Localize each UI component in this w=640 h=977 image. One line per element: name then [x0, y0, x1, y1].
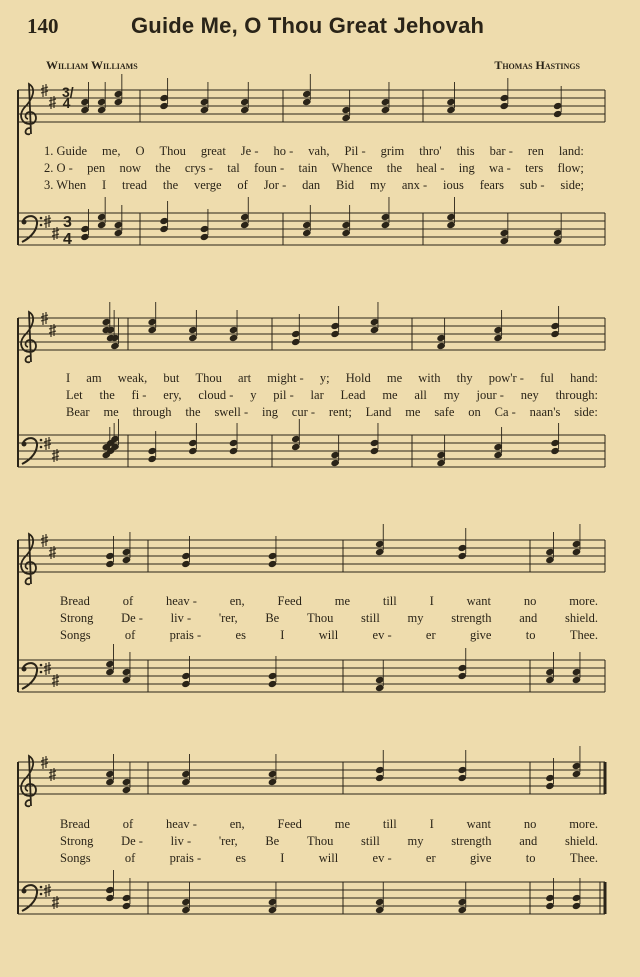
lyric-syllable: strength [451, 834, 492, 848]
lyric-syllable: me [103, 405, 119, 419]
lyric-syllable: ney [520, 388, 539, 402]
lyric-syllable: me [405, 405, 421, 419]
lyric-syllable: me [382, 388, 398, 402]
bass-clef-icon [22, 889, 27, 894]
lyric-syllable: 1. Guide [44, 144, 88, 158]
lyric-line-verse-3 [66, 405, 598, 419]
lyric-syllable: De - [121, 834, 143, 848]
lyric-syllable: foun - [254, 161, 285, 175]
sharp-icon [44, 662, 51, 675]
lyric-syllable: Songs [60, 628, 91, 642]
lyric-syllable: De - [121, 611, 143, 625]
lyric-syllable: I [280, 628, 285, 642]
lyric-syllable: through [132, 405, 172, 419]
lyric-syllable: to [525, 851, 536, 865]
bass-clef-icon [22, 220, 27, 225]
lyric-syllable: ious [443, 178, 464, 192]
lyric-syllable: Jor - [263, 178, 287, 192]
lyric-syllable: Bread [60, 817, 90, 831]
lyric-syllable: of [124, 851, 136, 865]
lyric-syllable: fi - [131, 388, 147, 402]
lyric-syllable: my [407, 834, 424, 848]
lyric-syllable: Be [265, 611, 280, 625]
lyric-syllable: Thee. [569, 851, 598, 865]
lyric-syllable: Thou [306, 834, 334, 848]
bass-clef-icon [40, 446, 43, 449]
lyric-syllable: land: [558, 144, 584, 158]
lyric-syllable: pil - [273, 388, 294, 402]
words-credit: William Williams [46, 58, 138, 72]
lyric-syllable: 3. When [44, 178, 87, 192]
lyric-syllable: art [237, 371, 252, 385]
lyric-syllable: give [469, 628, 492, 642]
time-signature-bottom: 4 [63, 231, 72, 248]
lyric-syllable: my [443, 388, 460, 402]
lyric-syllable: Thou [306, 611, 334, 625]
lyric-syllable: Bid [336, 178, 355, 192]
lyric-syllable: side: [574, 405, 598, 419]
lyric-line-verse-3 [60, 628, 598, 642]
lyric-syllable: ren [527, 144, 544, 158]
lyric-syllable: thy [456, 371, 473, 385]
lyric-syllable: and [519, 611, 538, 625]
lyric-syllable: fears [479, 178, 505, 192]
lyric-syllable: tread [122, 178, 147, 192]
lyric-syllable: en, [229, 817, 245, 831]
lyric-syllable: me, [102, 144, 121, 158]
lyric-syllable: liv - [170, 611, 192, 625]
lyric-syllable: ters [525, 161, 544, 175]
lyric-syllable: side; [560, 178, 584, 192]
lyric-syllable: the [185, 405, 201, 419]
lyric-syllable: now [119, 161, 141, 175]
lyric-syllable: en, [229, 594, 245, 608]
lyric-syllable: Bread [60, 594, 90, 608]
lyric-syllable: wa - [488, 161, 511, 175]
lyric-line-verse-2 [66, 388, 598, 402]
lyric-syllable: heal - [416, 161, 445, 175]
treble-clef-icon [21, 84, 36, 134]
lyric-syllable: great [200, 144, 226, 158]
lyric-syllable: this [456, 144, 475, 158]
lyric-syllable: vah, [308, 144, 330, 158]
lyric-syllable: er [425, 628, 436, 642]
lyric-syllable: Bear [66, 405, 90, 419]
lyric-syllable: still [361, 611, 380, 625]
lyric-syllable: strength [451, 611, 492, 625]
bass-clef-icon [40, 664, 43, 667]
lyric-syllable: no [523, 594, 537, 608]
lyric-syllable: thro' [419, 144, 442, 158]
lyric-syllable: the [99, 388, 115, 402]
lyric-syllable: I [101, 178, 107, 192]
lyric-syllable: me [386, 371, 403, 385]
lyric-line-verse-1 [60, 594, 598, 608]
lyric-syllable: crys - [184, 161, 213, 175]
bass-clef-icon [40, 886, 43, 889]
bass-clef-icon [22, 442, 27, 447]
lyric-syllable: ho - [273, 144, 294, 158]
lyric-syllable: er [425, 851, 436, 865]
lyric-syllable: ev - [372, 628, 392, 642]
lyric-syllable: the [162, 178, 179, 192]
lyric-syllable: my [407, 611, 424, 625]
lyric-syllable: jour - [476, 388, 504, 402]
lyric-syllable: Je - [240, 144, 259, 158]
lyric-syllable: Land [365, 405, 392, 419]
lyric-syllable: dan [302, 178, 321, 192]
treble-clef-icon [21, 312, 36, 362]
lyric-syllable: of [124, 628, 136, 642]
bass-clef-icon [40, 224, 43, 227]
lyric-syllable: till [382, 817, 397, 831]
lyric-syllable: no [523, 817, 537, 831]
treble-clef-icon [21, 756, 36, 806]
lyric-line-verse-1 [66, 371, 598, 385]
lyric-syllable: am [86, 371, 102, 385]
lyric-syllable: hand: [570, 371, 598, 385]
lyric-syllable: still [361, 834, 380, 848]
lyric-line-verse-3 [44, 178, 584, 192]
lyric-syllable: Songs [60, 851, 91, 865]
lyric-syllable: Feed [277, 594, 302, 608]
lyric-syllable: ing [261, 405, 278, 419]
lyric-line-verse-3 [60, 851, 598, 865]
lyric-line-verse-2 [60, 611, 598, 625]
lyric-syllable: through: [555, 388, 598, 402]
treble-clef-icon [21, 534, 36, 584]
hymn-title: Guide Me, O Thou Great Jehovah [131, 13, 485, 38]
sharp-icon [44, 884, 51, 897]
lyric-syllable: more. [569, 817, 598, 831]
sharp-icon [44, 437, 51, 450]
lyric-syllable: me [334, 817, 350, 831]
lyric-syllable: Thou [195, 371, 222, 385]
lyric-syllable: Feed [277, 817, 302, 831]
lyric-syllable: of [237, 178, 248, 192]
lyric-syllable: might - [267, 371, 304, 385]
lyric-syllable: Ca - [494, 405, 516, 419]
lyric-syllable: Strong [60, 611, 94, 625]
lyric-syllable: want [466, 594, 491, 608]
lyric-syllable: 'rer, [218, 834, 238, 848]
bass-clef-icon [40, 217, 43, 220]
lyric-syllable: heav - [166, 594, 197, 608]
lyric-syllable: y [250, 388, 257, 402]
lyric-syllable: sub - [519, 178, 545, 192]
lyric-syllable: rent; [328, 405, 352, 419]
lyric-syllable: want [466, 817, 491, 831]
lyric-syllable: liv - [170, 834, 192, 848]
lyric-syllable: shield. [565, 834, 598, 848]
lyric-syllable: ery, [163, 388, 182, 402]
lyric-syllable: Pil - [344, 144, 366, 158]
lyric-syllable: the [155, 161, 171, 175]
lyric-syllable: 2. O - [44, 161, 73, 175]
sharp-icon [41, 534, 48, 547]
lyric-syllable: on [468, 405, 481, 419]
lyric-syllable: I [429, 594, 434, 608]
lyric-syllable: but [163, 371, 180, 385]
lyric-syllable: swell - [214, 405, 249, 419]
lyric-syllable: all [414, 388, 427, 402]
lyric-syllable: the [386, 161, 403, 175]
lyric-syllable: ev - [372, 851, 392, 865]
lyric-syllable: cloud - [198, 388, 234, 402]
lyric-syllable: pow'r - [488, 371, 524, 385]
lyric-syllable: prais - [169, 628, 202, 642]
lyric-syllable: es [235, 851, 246, 865]
lyric-syllable: Thee. [569, 628, 598, 642]
lyric-syllable: pen [87, 161, 106, 175]
lyric-syllable: safe [434, 405, 455, 419]
lyric-syllable: Strong [60, 834, 94, 848]
lyric-syllable: weak, [117, 371, 148, 385]
lyric-syllable: cur - [291, 405, 316, 419]
lyric-syllable: y; [319, 371, 330, 385]
lyric-syllable: tain [298, 161, 318, 175]
lyric-syllable: ful [540, 371, 554, 385]
lyric-syllable: Be [265, 834, 280, 848]
lyric-line-verse-2 [44, 161, 584, 175]
lyric-syllable: shield. [565, 611, 598, 625]
lyric-syllable: ing [458, 161, 475, 175]
lyric-syllable: Whence [331, 161, 373, 175]
lyric-syllable: will [318, 628, 339, 642]
lyric-syllable: and [519, 834, 538, 848]
lyric-syllable: O [135, 144, 145, 158]
bass-clef-icon [40, 671, 43, 674]
lyric-syllable: I [66, 371, 71, 385]
lyric-syllable: prais - [169, 851, 202, 865]
lyric-syllable: flow; [557, 161, 584, 175]
sharp-icon [41, 84, 48, 97]
sharp-icon [41, 756, 48, 769]
bass-clef-icon [40, 439, 43, 442]
lyric-syllable: till [382, 594, 397, 608]
time-signature: 3/4 [62, 84, 74, 111]
lyric-syllable: more. [569, 594, 598, 608]
lyric-line-verse-1 [44, 144, 584, 158]
lyric-syllable: heav - [166, 817, 197, 831]
lyric-syllable: me [334, 594, 350, 608]
lyric-line-verse-2 [60, 834, 598, 848]
sharp-icon [44, 215, 51, 228]
lyric-syllable: Let [66, 388, 83, 402]
music-credit: Thomas Hastings [494, 58, 580, 72]
lyric-syllable: to [525, 628, 536, 642]
bass-clef-icon [40, 893, 43, 896]
lyric-syllable: es [235, 628, 246, 642]
lyric-syllable: of [122, 817, 134, 831]
lyric-syllable: Thou [159, 144, 186, 158]
bass-clef-icon [22, 667, 27, 672]
lyric-syllable: tal [227, 161, 240, 175]
lyric-syllable: verge [194, 178, 222, 192]
lyric-syllable: Hold [345, 371, 371, 385]
lyric-syllable: anx - [401, 178, 428, 192]
lyric-syllable: give [469, 851, 492, 865]
lyric-syllable: my [369, 178, 386, 192]
lyric-syllable: I [429, 817, 434, 831]
lyric-syllable: grim [380, 144, 405, 158]
hymn-number: 140 [27, 14, 59, 38]
lyric-syllable: bar - [489, 144, 513, 158]
sharp-icon [41, 312, 48, 325]
lyric-syllable: 'rer, [218, 611, 238, 625]
lyric-syllable: will [318, 851, 339, 865]
lyric-syllable: I [280, 851, 285, 865]
lyric-syllable: Lead [340, 388, 366, 402]
lyric-syllable: of [122, 594, 134, 608]
lyric-syllable: lar [310, 388, 324, 402]
lyric-syllable: with [418, 371, 441, 385]
lyric-syllable: naan's [529, 405, 561, 419]
time-signature-top: 3 [63, 214, 72, 231]
lyric-line-verse-1 [60, 817, 598, 831]
